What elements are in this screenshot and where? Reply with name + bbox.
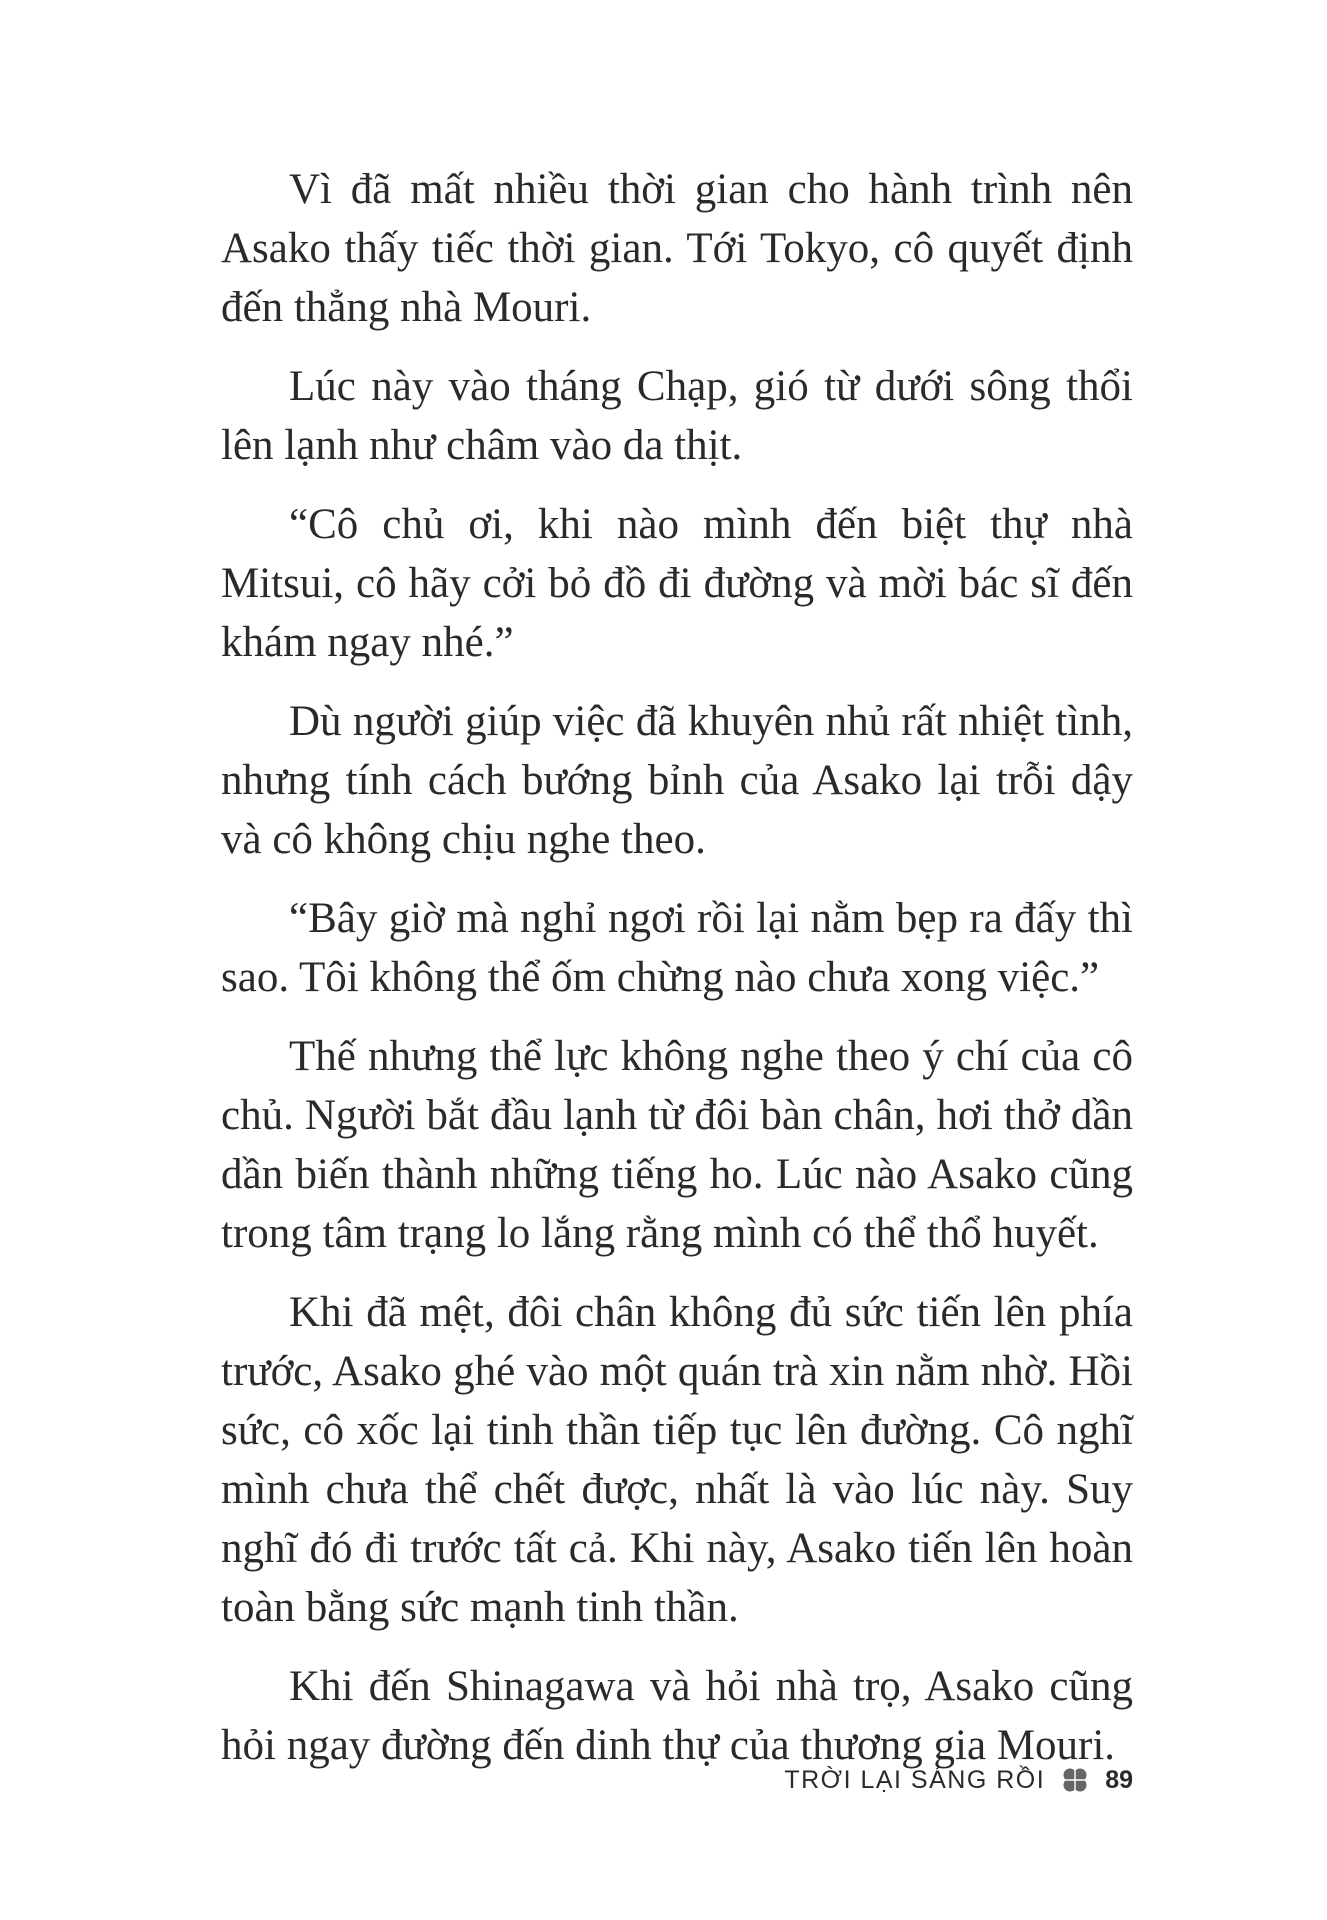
- paragraph-8: Khi đến Shinagawa và hỏi nhà trọ, Asako cũng hỏi ngay đường đến dinh thự của thương gia Mouri.: [221, 1663, 1133, 1769]
- paragraph-7: Khi đã mệt, đôi chân không đủ sức tiến lên phía trước, Asako ghé vào một quán trà xin nằm nhờ. Hồi sức, cô xốc lại tinh thần tiếp tục lên đường. Cô nghĩ mình chưa thể chết được, nhất là vào lúc này. Suy nghĩ đó đi trước tất cả. Khi này, Asako tiến lên hoàn toàn bằng sức mạnh tinh thần.: [221, 1289, 1133, 1631]
- paragraph-5: “Bây giờ mà nghỉ ngơi rồi lại nằm bẹp ra đấy thì sao. Tôi không thể ốm chừng nào chưa xong việc.”: [221, 895, 1133, 1001]
- paragraph-3: “Cô chủ ơi, khi nào mình đến biệt thự nhà Mitsui, cô hãy cởi bỏ đồ đi đường và mời bác sĩ đến khám ngay nhé.”: [221, 501, 1133, 666]
- page-number: 89: [1105, 1765, 1133, 1794]
- paragraph-1: Vì đã mất nhiều thời gian cho hành trình nên Asako thấy tiếc thời gian. Tới Tokyo, cô quyết định đến thẳng nhà Mouri.: [221, 166, 1133, 331]
- running-title: TRỜI LẠI SÁNG RỒI: [784, 1765, 1046, 1794]
- body-text: [221, 160, 1133, 1795]
- page-footer: [784, 1762, 1133, 1798]
- paragraph-4: Dù người giúp việc đã khuyên nhủ rất nhiệt tình, nhưng tính cách bướng bỉnh của Asako lại trỗi dậy và cô không chịu nghe theo.: [221, 698, 1133, 863]
- clover-icon: [1059, 1764, 1091, 1796]
- paragraph-2: Lúc này vào tháng Chạp, gió từ dưới sông thổi lên lạnh như châm vào da thịt.: [221, 363, 1133, 469]
- paragraph-6: Thế nhưng thể lực không nghe theo ý chí của cô chủ. Người bắt đầu lạnh từ đôi bàn chân, hơi thở dần dần biến thành những tiếng ho. Lúc nào Asako cũng trong tâm trạng lo lắng rằng mình có thể thổ huyết.: [221, 1033, 1133, 1257]
